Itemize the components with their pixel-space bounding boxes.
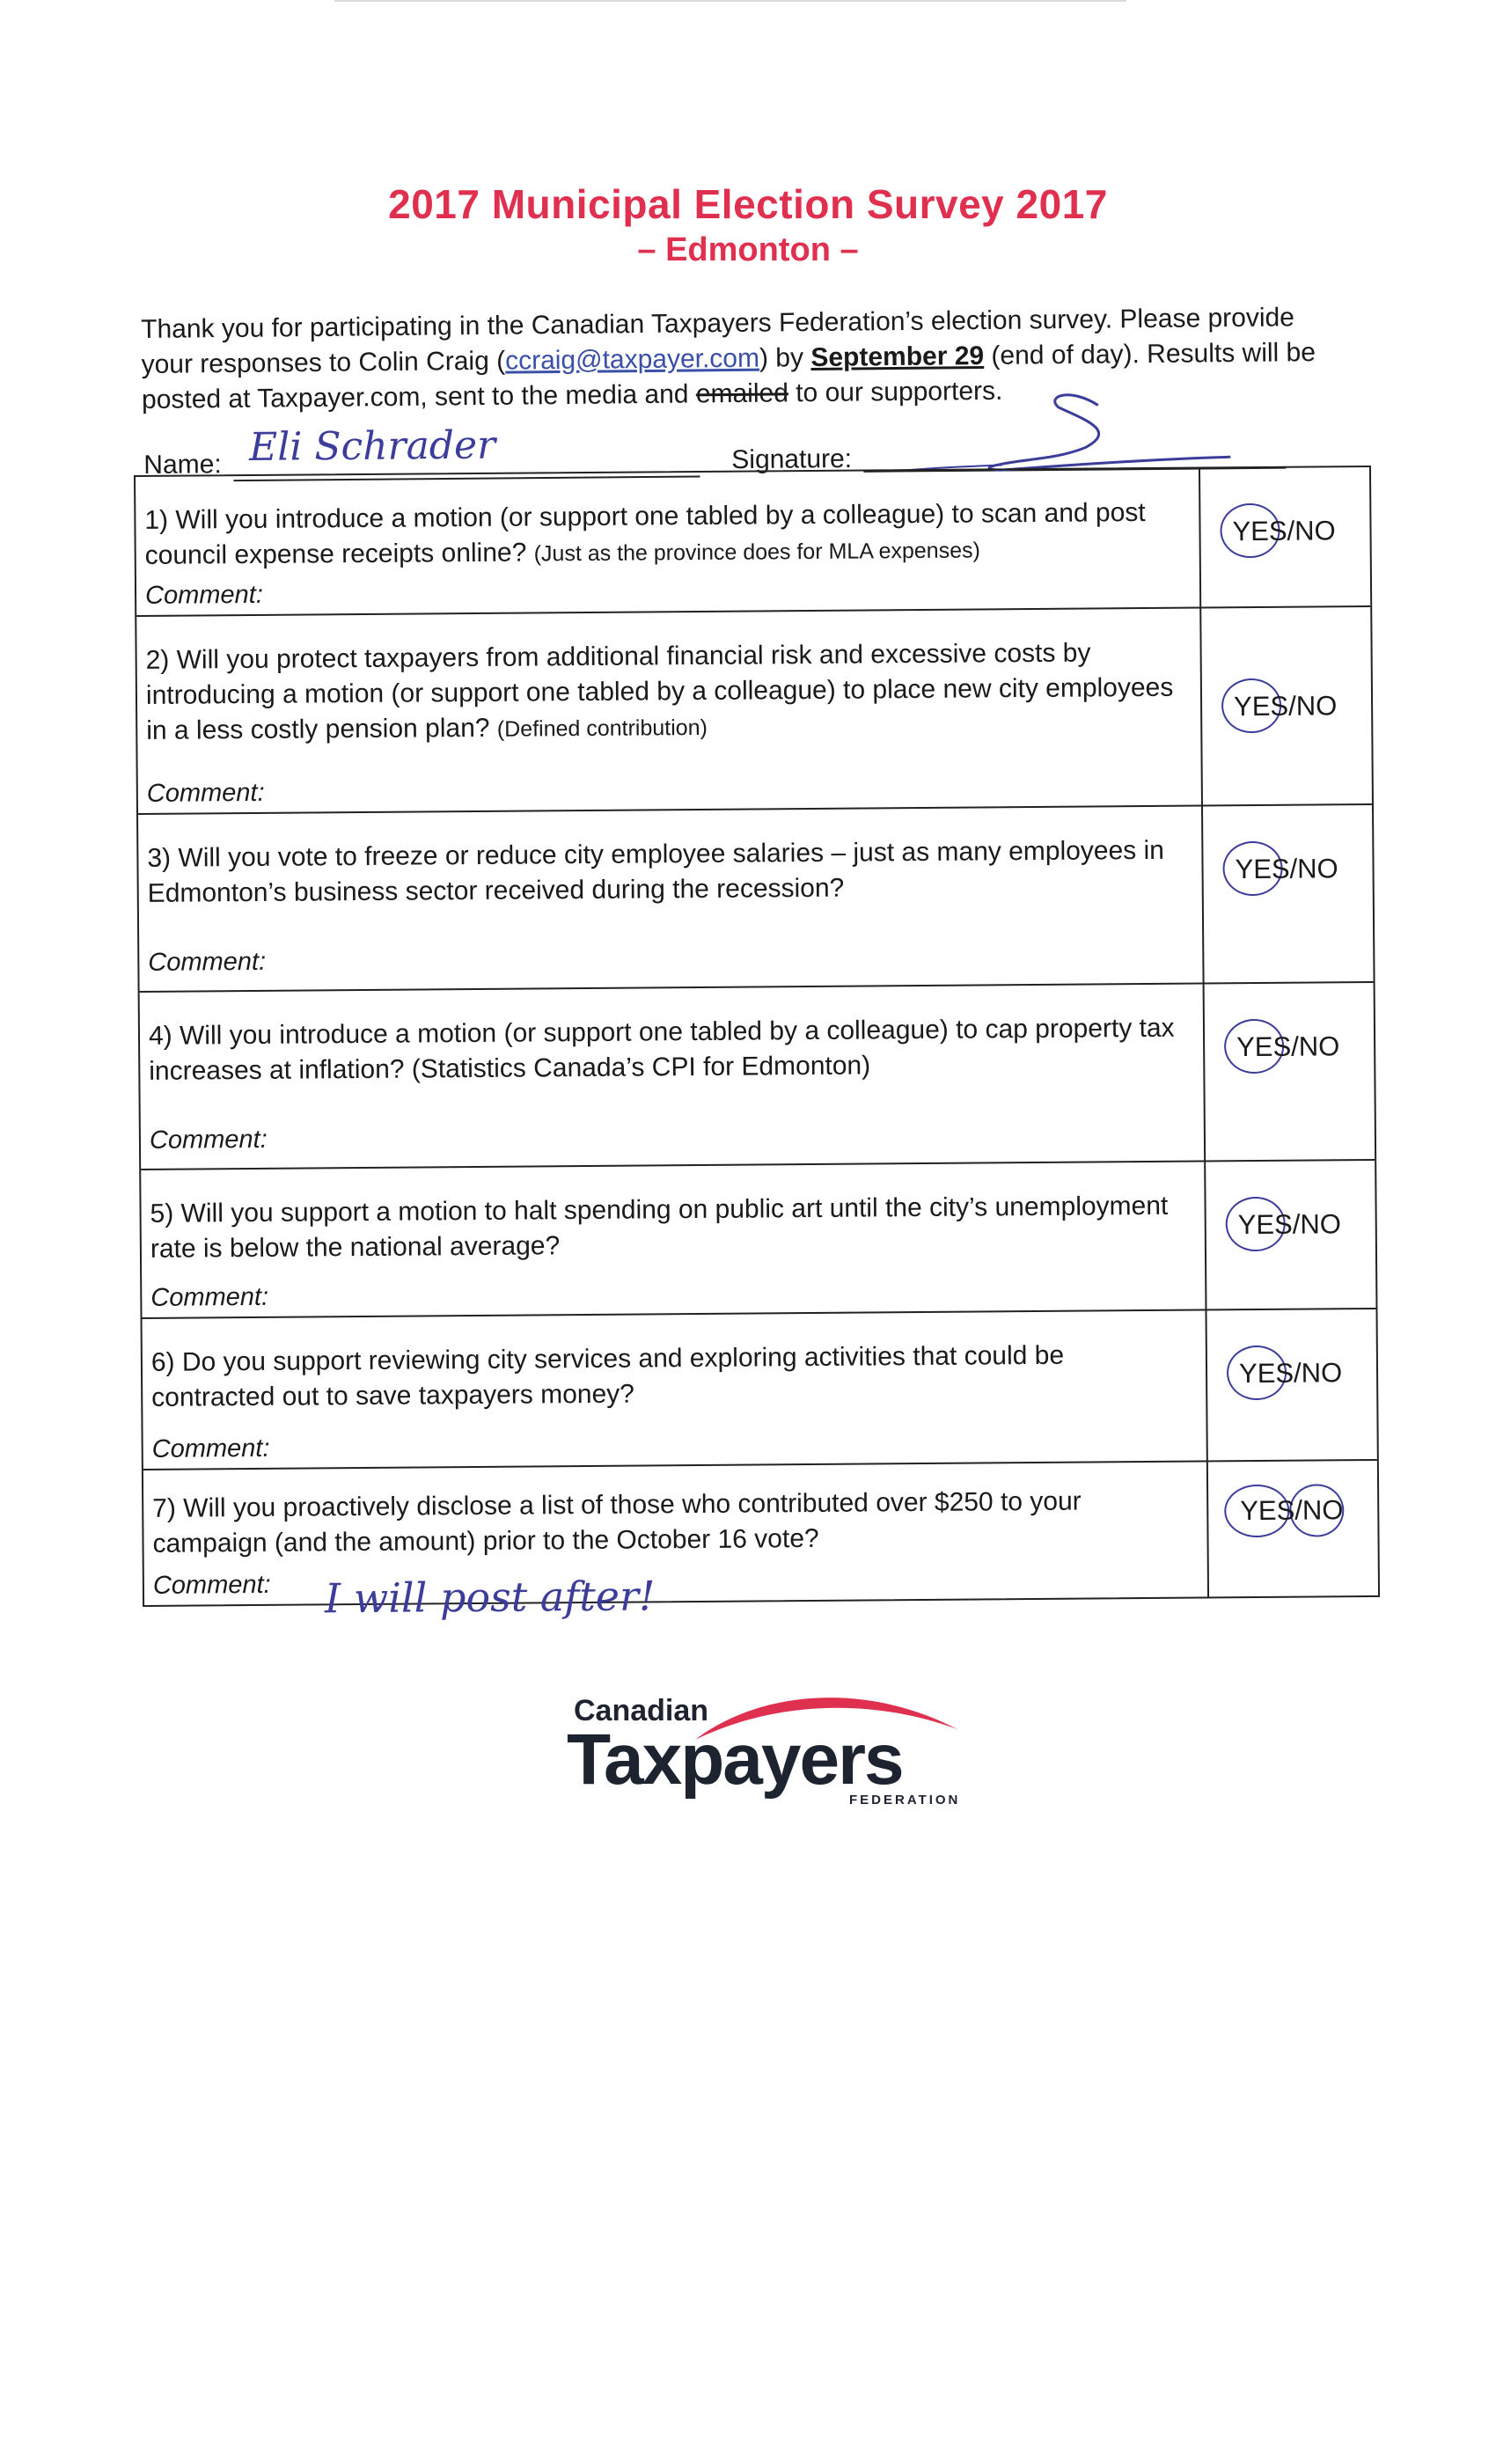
answer-options[interactable]: YES/NO	[1235, 853, 1338, 885]
comment-label: Comment:	[149, 1125, 268, 1155]
answer-cell[interactable]	[1208, 1461, 1378, 1597]
name-handwritten[interactable]: Eli Schrader	[248, 422, 496, 470]
question-text: 3) Will you vote to freeze or reduce city employee salaries – just as many employees in Edmonton’s business sector received during the recession?	[147, 835, 1165, 908]
intro-text: Thank you for participating in the Canadian Taxpayers Federation’s election survey. Please provide your responses to Colin Craig (	[141, 303, 1295, 379]
answer-cell[interactable]	[1205, 983, 1375, 1161]
intro-text-end: to our supporters.	[788, 376, 1003, 408]
intro-text-after: (end of day). Results will be posted at Taxpayer.com, sent to the media and	[141, 338, 1316, 414]
logo-federation: FEDERATION	[849, 1793, 961, 1808]
ctf-logo	[563, 1685, 968, 1808]
question-text: 5) Will you support a motion to halt spending on public art until the city’s unemployment rate is below the national average?	[150, 1191, 1169, 1264]
question-cell	[136, 608, 1203, 812]
question-note: (Just as the province does for MLA expenses)	[533, 538, 980, 567]
question-row-7	[143, 1461, 1378, 1623]
answer-cell[interactable]	[1206, 1309, 1376, 1461]
answer-options[interactable]: YES/NO	[1236, 1030, 1340, 1063]
answer-options[interactable]: YES/NO	[1237, 1208, 1342, 1241]
question-cell	[138, 806, 1205, 990]
question-cell	[143, 1310, 1208, 1468]
answer-options[interactable]: YES/NO	[1240, 1494, 1344, 1527]
question-text: 2) Will you protect taxpayers from additional financial risk and excessive costs by introducing a motion (or support one tabled by a colleague) to place new city employees in a less costly pension plan?	[145, 638, 1174, 745]
question-cell	[143, 1462, 1209, 1623]
question-row-1	[136, 467, 1370, 617]
answer-cell[interactable]	[1203, 805, 1374, 983]
question-row-4	[140, 983, 1375, 1170]
emailed-word: emailed	[695, 378, 789, 409]
survey-table	[134, 466, 1380, 1623]
name-label: Name:	[143, 450, 222, 480]
question-text: 4) Will you introduce a motion (or support one tabled by a colleague) to cap property tax increases at inflation? (Statistics Canada’s CPI for Edmonton)	[148, 1013, 1175, 1086]
answer-options[interactable]: YES/NO	[1233, 690, 1338, 722]
question-text: 1) Will you introduce a motion (or support one tabled by a colleague) to scan and post council expense receipts online?	[144, 497, 1146, 570]
comment-label: Comment:	[148, 947, 267, 977]
answer-options[interactable]: YES/NO	[1232, 515, 1336, 547]
scan-edge-line	[334, 0, 1126, 2]
comment-label: Comment:	[146, 778, 265, 808]
question-text: 6) Do you support reviewing city services and exploring activities that could be contracted out to save taxpayers money?	[150, 1340, 1065, 1412]
logo-canadian: Canadian	[574, 1694, 709, 1727]
question-note: (Defined contribution)	[496, 715, 708, 742]
question-row-2	[136, 607, 1372, 815]
answer-cell[interactable]	[1201, 607, 1372, 805]
comment-label: Comment:	[144, 580, 263, 610]
handwritten-comment[interactable]: I will post after!	[324, 1572, 656, 1623]
question-row-6	[143, 1309, 1377, 1470]
question-text: 7) Will you proactively disclose a list of those who contributed over $250 to your campaign (and the amount) prior to the October 16 vote?	[152, 1486, 1082, 1558]
answer-cell[interactable]	[1200, 467, 1370, 607]
question-row-3	[138, 805, 1374, 993]
comment-label: Comment:	[152, 1570, 271, 1600]
question-cell	[141, 1162, 1206, 1316]
intro-by: ) by	[759, 343, 811, 373]
contact-email-link[interactable]: ccraig@taxpayer.com	[504, 343, 760, 376]
question-cell	[136, 468, 1201, 614]
signature-label: Signature:	[731, 444, 853, 475]
answer-options[interactable]: YES/NO	[1238, 1357, 1343, 1390]
header	[0, 180, 1496, 269]
deadline-date: September 29	[810, 341, 985, 373]
question-cell	[140, 984, 1206, 1168]
survey-title: 2017 Municipal Election Survey 2017	[388, 181, 1108, 227]
comment-label: Comment:	[151, 1434, 270, 1463]
question-row-5	[141, 1161, 1375, 1319]
survey-subtitle: – Edmonton –	[637, 231, 859, 268]
logo-taxpayers: Taxpayers	[567, 1720, 903, 1800]
comment-label: Comment:	[150, 1282, 269, 1312]
signature-scribble[interactable]	[887, 378, 1258, 478]
answer-cell[interactable]	[1206, 1161, 1375, 1309]
